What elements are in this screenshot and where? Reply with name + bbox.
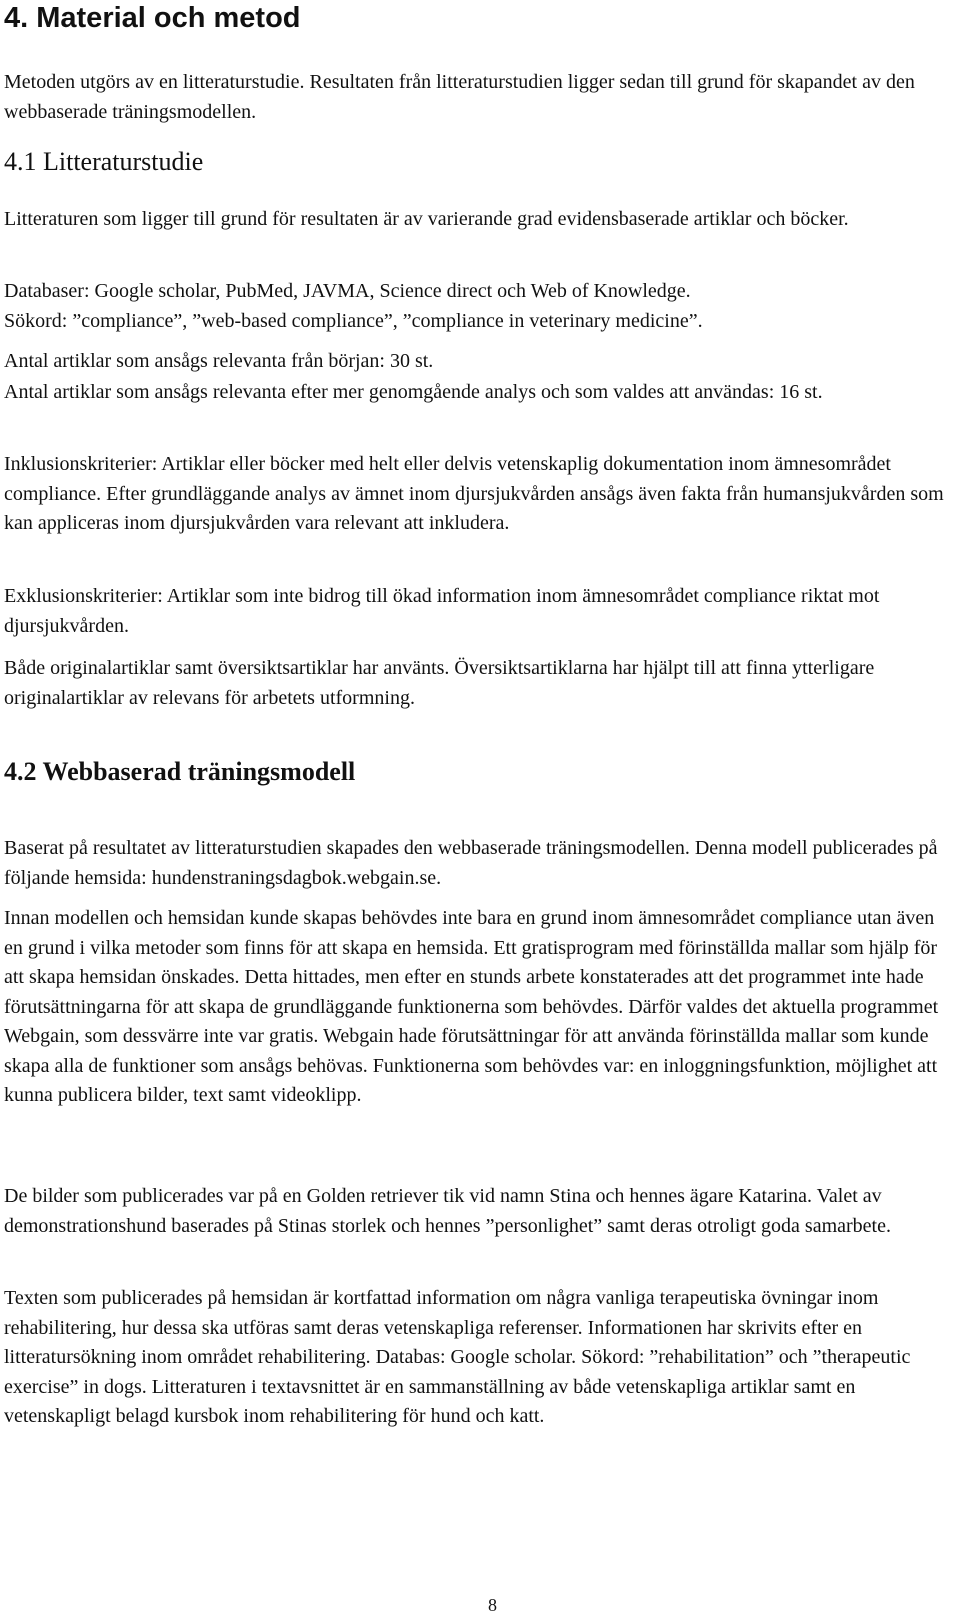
- final-count-line: Antal artiklar som ansågs relevanta efter mer genomgående analys och som valdes att användas: 16 st.: [4, 381, 823, 403]
- intro-paragraph: Metoden utgörs av en litteraturstudie. Resultaten från litteraturstudien ligger sedan till grund för skapandet av den webbaserade träningsmodellen.: [4, 71, 915, 123]
- subsection-heading-litteraturstudie: 4.1 Litteraturstudie: [4, 147, 204, 176]
- website-text-paragraph: Texten som publicerades på hemsidan är kortfattad information om några vanliga terapeutiska övningar inom rehabilitering, hur dessa ska utföras samt deras vetenskapliga referenser. Informationen har skrivits efter en litteratursökning inom området rehabilitering. Databas: Google scholar. Sökord: ”rehabilitation” och ”therapeutic exercise” in dogs. Litteraturen i textavsnittet är en sammanställning av både vetenskapliga artiklar samt en vetenskapligt belagd kursbok inom rehabilitering för hund och katt.: [4, 1287, 911, 1427]
- article-types-paragraph: Både originalartiklar samt översiktsartiklar har använts. Översiktsartiklarna har hjälpt till att finna ytterligare originalartiklar av relevans för arbetets utformning.: [4, 657, 875, 709]
- exclusion-criteria-paragraph: Exklusionskriterier: Artiklar som inte bidrog till ökad information inom ämnesområdet compliance riktat mot djursjukvården.: [4, 585, 880, 637]
- website-creation-paragraph: Innan modellen och hemsidan kunde skapas behövdes inte bara en grund inom ämnesområdet compliance utan även en grund i vilka metoder som finns för att skapa en hemsida. Ett gratisprogram med förinställda mallar som hjälp för att skapa hemsidan önskades. Detta hittades, men efter en stunds arbete konstaterades att det programmet inte hade förutsättningarna för att skapa de grundläggande funktionerna som behövdes. Därför valdes det aktuella programmet Webgain, som dessvärre inte var gratis. Webgain hade förutsättningar för att använda förinställda mallar som kunde skapa alla de funktioner som ansågs behövas. Funktionerna som behövdes var: en inloggningsfunktion, möjlighet att kunna publicera bilder, text samt videoklipp.: [4, 907, 939, 1106]
- initial-count-line: Antal artiklar som ansågs relevanta från början: 30 st.: [4, 350, 434, 372]
- databases-line: Databaser: Google scholar, PubMed, JAVMA, Science direct och Web of Knowledge.: [4, 280, 691, 302]
- literature-paragraph: Litteraturen som ligger till grund för resultaten är av varierande grad evidensbaserade artiklar och böcker.: [4, 208, 849, 230]
- model-publication-paragraph: Baserat på resultatet av litteraturstudien skapades den webbaserade träningsmodellen. Denna modell publicerades på följande hemsida: hundenstraningsdagbok.webgain.se.: [4, 837, 938, 889]
- keywords-line: Sökord: ”compliance”, ”web-based compliance”, ”compliance in veterinary medicine”.: [4, 310, 703, 332]
- demonstration-dog-paragraph: De bilder som publicerades var på en Golden retriever tik vid namn Stina och hennes ägare Katarina. Valet av demonstrationshund baserades på Stinas storlek och hennes ”personlighet” samt deras otroligt goda samarbete.: [4, 1185, 891, 1237]
- subsection-heading-webbaserad: 4.2 Webbaserad träningsmodell: [4, 757, 356, 786]
- page-number: 8: [488, 1595, 497, 1615]
- section-title: 4. Material och metod: [4, 2, 301, 34]
- inclusion-criteria-paragraph: Inklusionskriterier: Artiklar eller böcker med helt eller delvis vetenskaplig dokumentation inom ämnesområdet compliance. Efter grundläggande analys av ämnet inom djursjukvården ansågs även fakta från humansjukvården som kan appliceras inom djursjukvården vara relevant att inkludera.: [4, 453, 944, 534]
